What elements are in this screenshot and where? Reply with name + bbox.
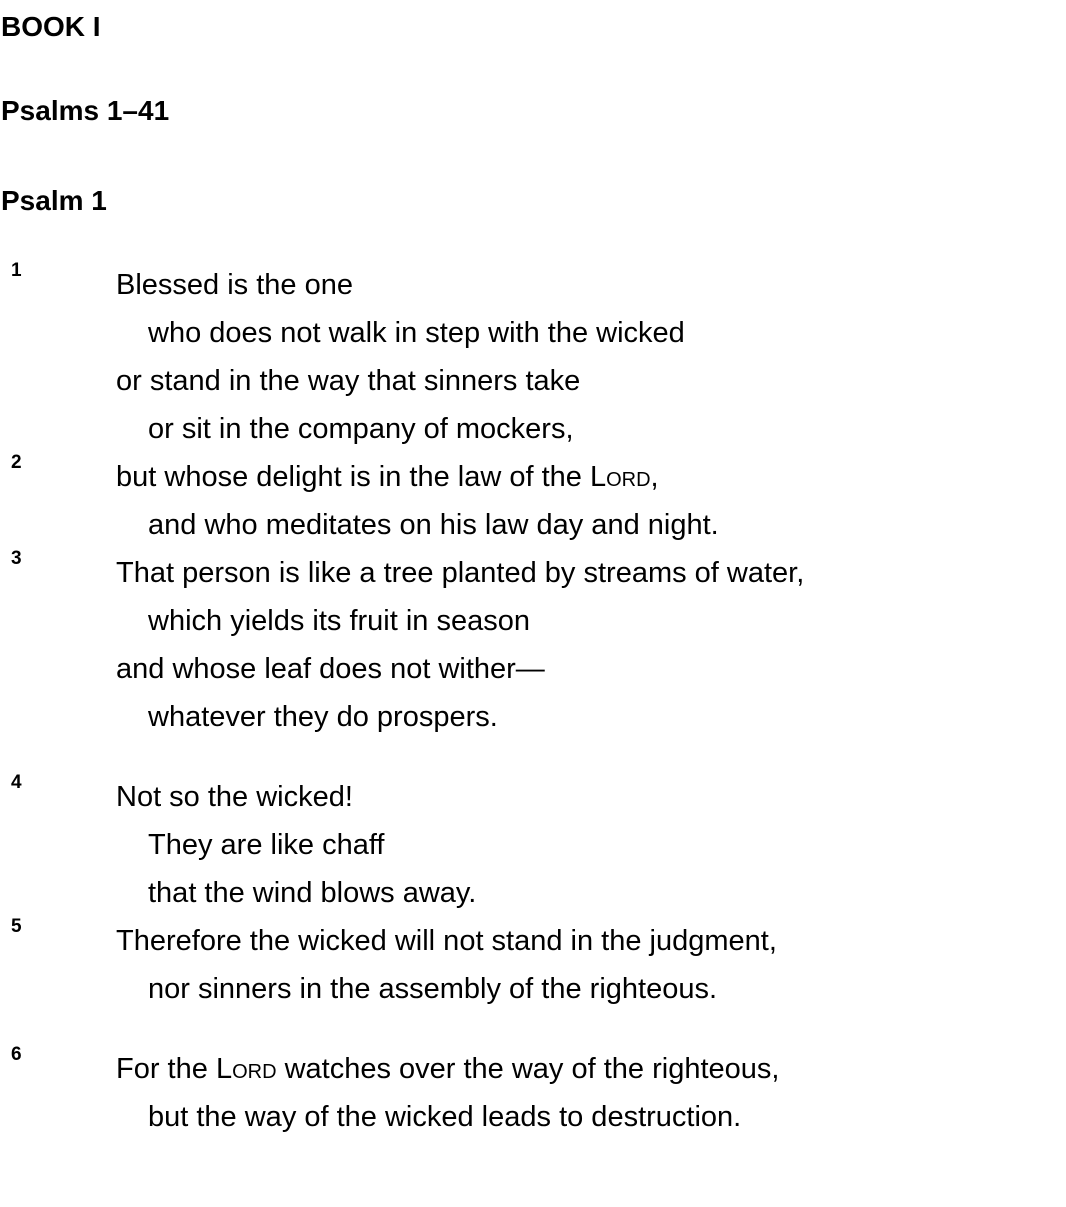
- line-text: and who meditates on his law day and night.: [148, 509, 719, 541]
- line-text: watches over the way of the righteous,: [276, 1053, 780, 1085]
- poem-line: [0, 917, 1066, 965]
- line-text: whatever they do prospers.: [148, 701, 498, 733]
- line-text: Blessed is the one: [116, 269, 353, 301]
- line-text: but whose delight is in the law of the: [116, 461, 590, 493]
- poem-line: [0, 357, 1066, 405]
- poem-line: [0, 405, 1066, 453]
- line-text: that the wind blows away.: [148, 877, 477, 909]
- line-text: which yields its fruit in season: [148, 605, 530, 637]
- verse-number: 2: [11, 452, 22, 473]
- stanza: [0, 1045, 1066, 1141]
- poem-line: [0, 261, 1066, 309]
- psalm-text: [0, 261, 1066, 1141]
- verse-number: 1: [11, 260, 22, 281]
- section-heading: Psalms 1–41: [1, 95, 170, 126]
- line-text: That person is like a tree planted by streams of water,: [116, 557, 805, 589]
- line-text: and whose leaf does not wither—: [116, 653, 545, 685]
- poem-line: [0, 965, 1066, 1013]
- divine-name: Lord: [589, 461, 651, 493]
- verse-number: 5: [11, 916, 22, 937]
- line-text: They are like chaff: [148, 829, 385, 861]
- divine-name: Lord: [215, 1053, 277, 1085]
- line-text: Not so the wicked!: [116, 781, 353, 813]
- poem-line: [0, 549, 1066, 597]
- poem-line: [0, 773, 1066, 821]
- line-text: but the way of the wicked leads to destruction.: [148, 1101, 742, 1133]
- line-text: or sit in the company of mockers,: [148, 413, 574, 445]
- line-text: or stand in the way that sinners take: [116, 365, 581, 397]
- poem-line: [0, 645, 1066, 693]
- line-text: who does not walk in step with the wicked: [148, 317, 685, 349]
- poem-line: [0, 597, 1066, 645]
- line-text: ,: [650, 461, 659, 493]
- verse-number: 6: [11, 1044, 22, 1065]
- stanza: [0, 773, 1066, 1013]
- stanza: [0, 261, 1066, 741]
- book-heading: BOOK I: [1, 11, 101, 42]
- poem-line: [0, 1093, 1066, 1141]
- poem-line: [0, 501, 1066, 549]
- line-text: nor sinners in the assembly of the righteous.: [148, 973, 718, 1005]
- psalm-title: Psalm 1: [1, 185, 107, 216]
- poem-line: [0, 1045, 1066, 1093]
- poem-line: [0, 693, 1066, 741]
- poem-line: [0, 453, 1066, 501]
- verse-number: 4: [11, 772, 22, 793]
- poem-line: [0, 869, 1066, 917]
- line-text: For the: [116, 1053, 216, 1085]
- poem-line: [0, 821, 1066, 869]
- line-text: Therefore the wicked will not stand in the judgment,: [116, 925, 777, 957]
- poem-line: [0, 309, 1066, 357]
- verse-number: 3: [11, 548, 22, 569]
